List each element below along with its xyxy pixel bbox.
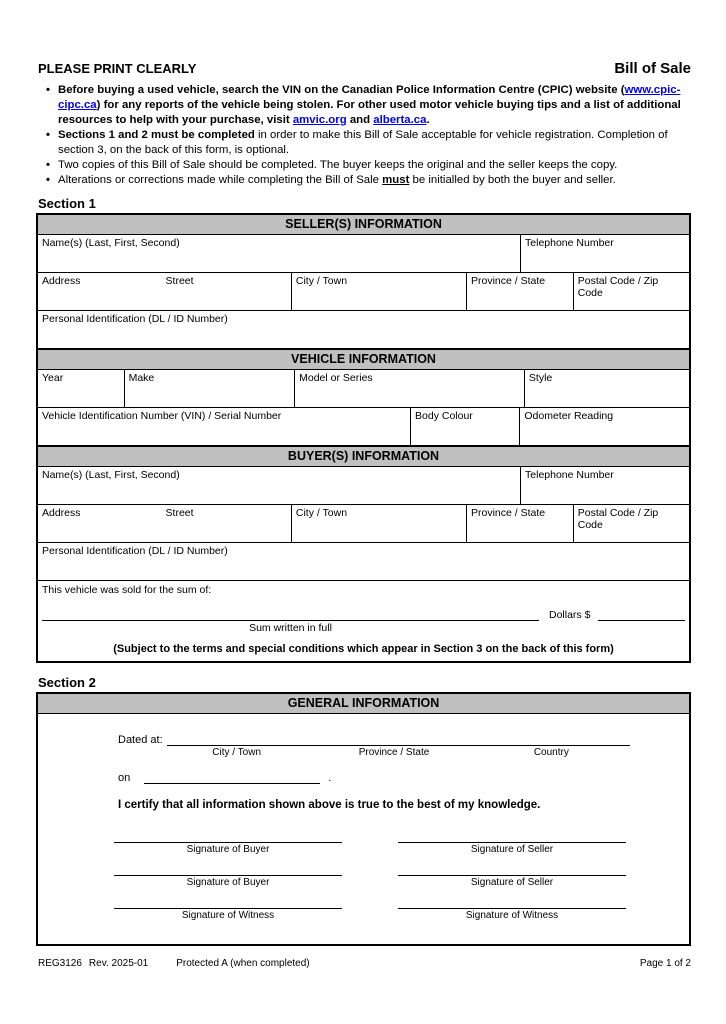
sum-intro-label: This vehicle was sold for the sum of: xyxy=(42,584,212,596)
seller-names-field[interactable] xyxy=(38,235,521,272)
buyer-postal-field[interactable] xyxy=(574,505,689,542)
field-label: Postal Code / Zip Code xyxy=(577,275,659,299)
field-label: Odometer Reading xyxy=(524,410,614,422)
page-footer xyxy=(38,958,691,969)
field-label: City / Town xyxy=(295,275,348,287)
buyer-names-field[interactable] xyxy=(38,467,521,504)
buyer-province-field[interactable] xyxy=(467,505,574,542)
field-label: Year xyxy=(42,372,64,384)
sum-written-line[interactable] xyxy=(42,611,539,621)
vehicle-odometer-field[interactable] xyxy=(520,408,689,445)
province-state-label: Province / State xyxy=(358,747,430,758)
signature-unit xyxy=(398,835,626,855)
witness-signature-line-left[interactable] xyxy=(114,901,342,909)
notice-text: Alterations or corrections made while completing the Bill of Sale xyxy=(58,174,383,186)
section1-table xyxy=(36,213,691,663)
vehicle-make-field[interactable] xyxy=(125,370,296,407)
vehicle-info-header: VEHICLE INFORMATION xyxy=(38,349,689,370)
notice-text: Before buying a used vehicle, search the VIN on the Canadian Police Information Centre (CPIC) website ( xyxy=(58,84,625,96)
page-number: Page 1 of 2 xyxy=(639,958,691,969)
buyer-personal-id-field[interactable] xyxy=(38,543,689,580)
vehicle-style-field[interactable] xyxy=(525,370,689,407)
field-label: Body Colour xyxy=(415,410,473,422)
dated-at-sublabels xyxy=(158,747,630,758)
buyer-street-field[interactable] xyxy=(38,505,292,542)
buyer-city-field[interactable] xyxy=(292,505,467,542)
country-label: Country xyxy=(533,747,569,758)
on-label: on xyxy=(118,772,131,784)
signature-unit xyxy=(398,901,626,921)
witness-signature-label-right: Signature of Witness xyxy=(465,910,559,921)
seller-postal-field[interactable] xyxy=(574,273,689,310)
certification-statement: I certify that all information shown above is true to the best of my knowledge. xyxy=(118,799,541,811)
notice-alterations xyxy=(46,173,696,188)
notice-text: be initialled by both the buyer and seller. xyxy=(409,174,616,186)
section2-label: Section 2 xyxy=(38,675,96,690)
dated-at-line[interactable] xyxy=(167,734,630,746)
form-revision: Rev. 2025-01 xyxy=(88,958,149,969)
notice-text: ) for any reports of the vehicle being stolen. For other used motor vehicle buying tips and a list of additional resources to help with your purchase, visit xyxy=(58,99,681,126)
signature-column-right xyxy=(398,835,626,934)
buyer-info-header: BUYER(S) INFORMATION xyxy=(38,446,689,467)
dated-at-label: Dated at: xyxy=(118,734,163,746)
field-label: Street xyxy=(165,275,194,287)
notice-text: Two copies of this Bill of Sale should be completed. The buyer keeps the original and the seller keeps the copy. xyxy=(58,159,618,171)
subject-note: (Subject to the terms and special conditions which appear in Section 3 on the back of this form) xyxy=(113,643,614,655)
field-label: Postal Code / Zip Code xyxy=(577,507,659,531)
vehicle-year-field[interactable] xyxy=(38,370,125,407)
seller-name-row xyxy=(38,235,689,273)
buyer-signature-label-2: Signature of Buyer xyxy=(186,877,270,888)
notice-text: . xyxy=(426,114,430,126)
field-label: Address xyxy=(42,275,81,287)
notice-text: must xyxy=(382,174,410,186)
sum-line-row xyxy=(42,609,685,621)
notice-list xyxy=(46,83,696,188)
date-row xyxy=(118,772,689,784)
form-number: REG3126 xyxy=(38,958,82,969)
vehicle-body-colour-field[interactable] xyxy=(411,408,520,445)
date-line[interactable] xyxy=(144,772,320,784)
signature-unit xyxy=(114,835,342,855)
cpic-link[interactable]: www.cpic-cipc.ca xyxy=(58,84,681,111)
seller-info-header: SELLER(S) INFORMATION xyxy=(38,215,689,235)
notice-cpic xyxy=(46,83,696,128)
alberta-link[interactable]: alberta.ca xyxy=(373,114,427,126)
signature-area xyxy=(38,835,689,934)
buyer-name-row xyxy=(38,467,689,505)
witness-signature-line-right[interactable] xyxy=(398,901,626,909)
field-label: City / Town xyxy=(295,507,348,519)
notice-sections-required xyxy=(46,128,696,158)
page-header xyxy=(38,60,691,77)
seller-province-field[interactable] xyxy=(467,273,574,310)
seller-signature-label-1: Signature of Seller xyxy=(470,844,554,855)
page-title: Bill of Sale xyxy=(614,60,691,77)
period-label: . xyxy=(328,772,332,784)
dollars-label: Dollars $ xyxy=(549,609,591,621)
seller-personal-id-field[interactable] xyxy=(38,311,689,348)
field-label: Province / State xyxy=(470,507,546,519)
field-label: Make xyxy=(128,372,155,384)
dated-at-row xyxy=(118,734,630,746)
signature-column-left xyxy=(114,835,342,934)
seller-signature-line-2[interactable] xyxy=(398,868,626,876)
notice-text: and xyxy=(346,114,374,126)
field-label: Name(s) (Last, First, Second) xyxy=(42,237,180,249)
seller-signature-line-1[interactable] xyxy=(398,835,626,843)
notice-text: in order to make this Bill of Sale acceptable for vehicle registration. Completion of section 3, on the back of this form, is optional. xyxy=(58,129,668,156)
buyer-id-row xyxy=(38,543,689,581)
dollars-amount-line[interactable] xyxy=(598,611,685,621)
field-label: Telephone Number xyxy=(525,469,614,481)
seller-city-field[interactable] xyxy=(292,273,467,310)
city-town-label: City / Town xyxy=(212,747,262,758)
general-info-body xyxy=(38,734,689,944)
buyer-signature-label-1: Signature of Buyer xyxy=(186,844,270,855)
seller-id-row xyxy=(38,311,689,349)
general-information-box xyxy=(36,692,691,946)
notice-two-copies xyxy=(46,158,696,173)
amvic-link[interactable]: amvic.org xyxy=(292,114,347,126)
buyer-signature-line-2[interactable] xyxy=(114,868,342,876)
field-label: Name(s) (Last, First, Second) xyxy=(42,469,180,481)
signature-unit xyxy=(114,901,342,921)
vehicle-model-field[interactable] xyxy=(295,370,525,407)
seller-address-row xyxy=(38,273,689,311)
buyer-signature-line-1[interactable] xyxy=(114,835,342,843)
protection-label: Protected A (when completed) xyxy=(176,958,310,969)
field-label: Province / State xyxy=(470,275,546,287)
print-clearly-label: PLEASE PRINT CLEARLY xyxy=(38,61,197,76)
vehicle-vin-field[interactable] xyxy=(38,408,411,445)
field-label: Personal Identification (DL / ID Number) xyxy=(42,313,228,325)
buyer-telephone-field[interactable] xyxy=(521,467,689,504)
witness-signature-label-left: Signature of Witness xyxy=(181,910,275,921)
buyer-address-row xyxy=(38,505,689,543)
field-label: Address xyxy=(42,507,81,519)
field-label: Telephone Number xyxy=(525,237,614,249)
sale-sum-section xyxy=(38,581,689,661)
sum-caption: Sum written in full xyxy=(249,622,332,634)
notice-text: Sections 1 and 2 must be completed xyxy=(58,129,255,141)
vehicle-row-2 xyxy=(38,408,689,446)
field-label: Style xyxy=(528,372,553,384)
field-label: Model or Series xyxy=(299,372,373,384)
field-label: Street xyxy=(165,507,194,519)
seller-street-field[interactable] xyxy=(38,273,292,310)
vehicle-row-1 xyxy=(38,370,689,408)
field-label: Personal Identification (DL / ID Number) xyxy=(42,545,228,557)
general-info-header: GENERAL INFORMATION xyxy=(38,694,689,714)
section1-label: Section 1 xyxy=(38,196,96,211)
signature-unit xyxy=(398,868,626,888)
signature-unit xyxy=(114,868,342,888)
field-label: Vehicle Identification Number (VIN) / Serial Number xyxy=(42,410,282,422)
seller-signature-label-2: Signature of Seller xyxy=(470,877,554,888)
seller-telephone-field[interactable] xyxy=(521,235,689,272)
